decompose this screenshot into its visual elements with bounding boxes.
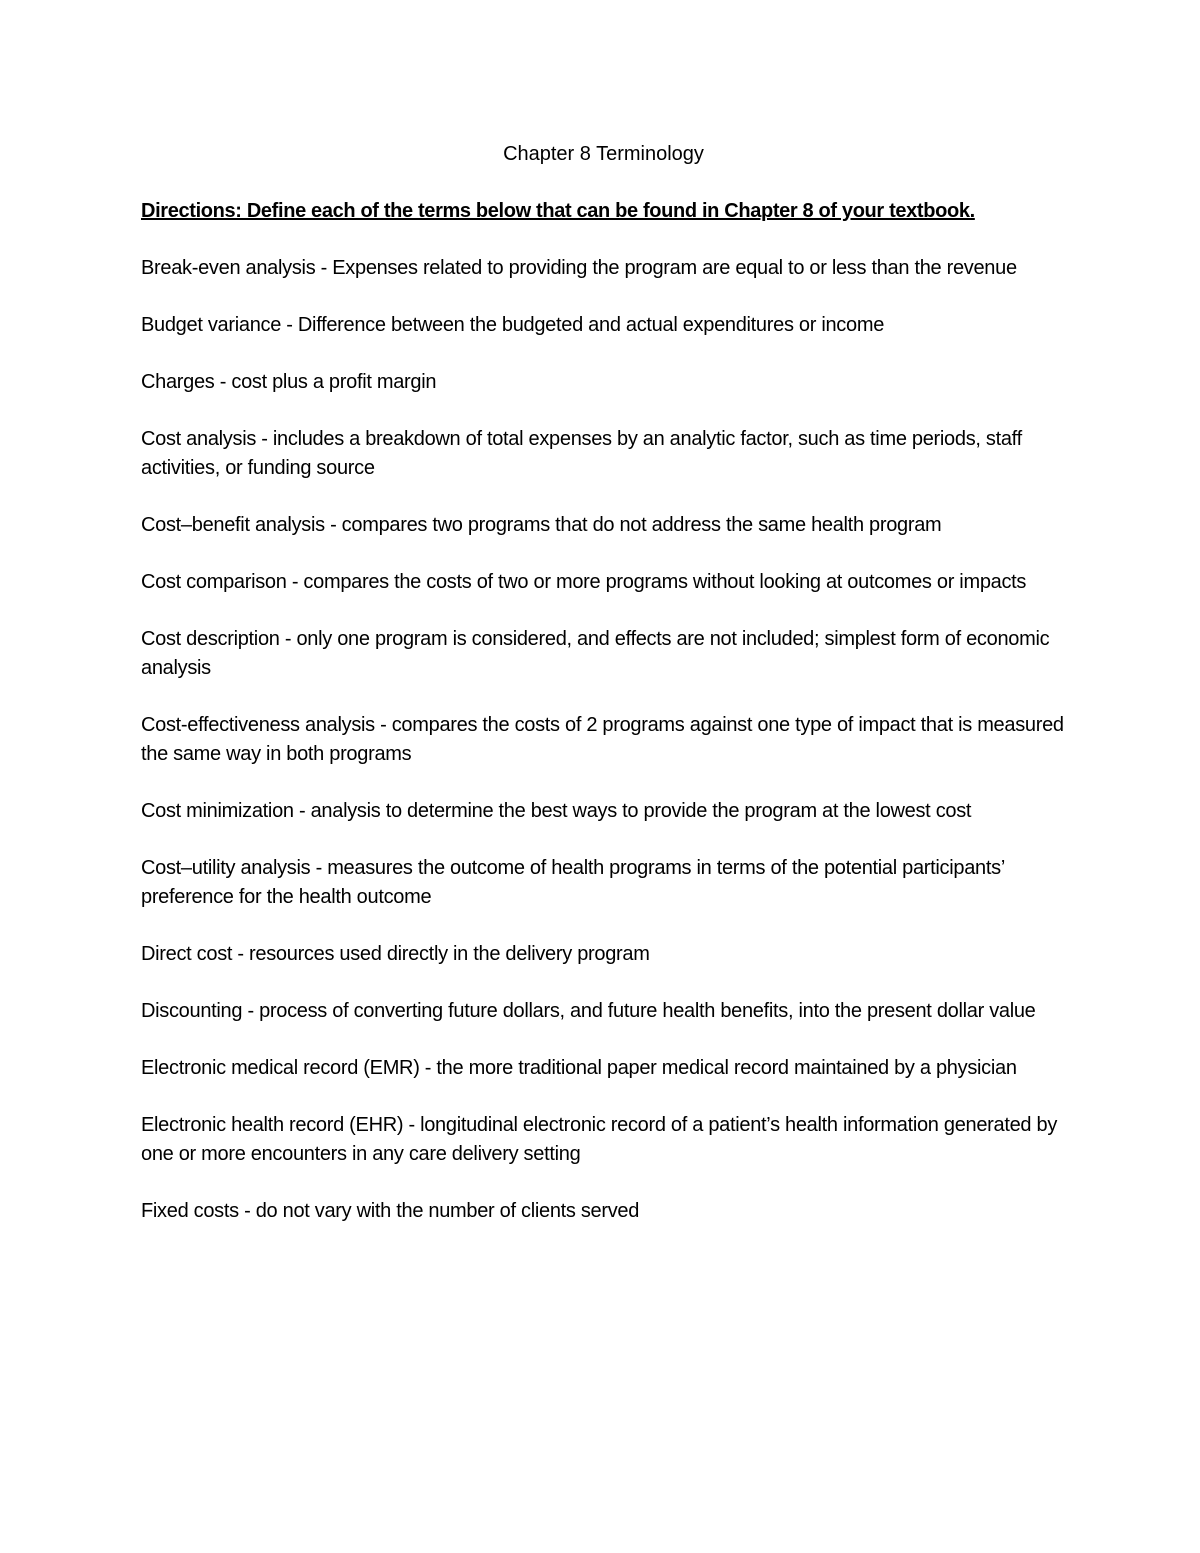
term-budget-variance: Budget variance - Difference between the budgeted and actual expenditures or income	[141, 314, 885, 336]
page-title: Chapter 8 Terminology	[503, 143, 704, 165]
term-fixed-costs: Fixed costs - do not vary with the number of clients served	[141, 1200, 640, 1222]
term-cost-comparison: Cost comparison - compares the costs of two or more programs without looking at outcomes or impacts	[141, 571, 1027, 593]
term-discounting: Discounting - process of converting future dollars, and future health benefits, into the present dollar value	[141, 1000, 1036, 1022]
term-charges: Charges - cost plus a profit margin	[141, 371, 437, 393]
document-body	[141, 140, 1066, 1254]
term-cost-effectiveness-analysis: Cost-effectiveness analysis - compares the costs of 2 programs against one type of impact that is measured the same way in both programs	[141, 714, 1064, 765]
term-electronic-medical-record: Electronic medical record (EMR) - the more traditional paper medical record maintained by a physician	[141, 1057, 1017, 1079]
term-list	[141, 254, 1066, 1226]
term-cost-analysis: Cost analysis - includes a breakdown of total expenses by an analytic factor, such as time periods, staff activities, or funding source	[141, 428, 1022, 479]
term-cost-benefit-analysis: Cost–benefit analysis - compares two programs that do not address the same health program	[141, 514, 942, 536]
directions-text: Directions: Define each of the terms below that can be found in Chapter 8 of your textbook.	[141, 200, 975, 222]
term-cost-description: Cost description - only one program is considered, and effects are not included; simplest form of economic analysis	[141, 628, 1050, 679]
term-cost-utility-analysis: Cost–utility analysis - measures the outcome of health programs in terms of the potential participants’ preference for the health outcome	[141, 857, 1005, 908]
term-break-even-analysis: Break-even analysis - Expenses related to providing the program are equal to or less than the revenue	[141, 257, 1017, 279]
term-electronic-health-record: Electronic health record (EHR) - longitudinal electronic record of a patient’s health information generated by one or more encounters in any care delivery setting	[141, 1114, 1058, 1165]
term-cost-minimization: Cost minimization - analysis to determine the best ways to provide the program at the lowest cost	[141, 800, 972, 822]
term-direct-cost: Direct cost - resources used directly in the delivery program	[141, 943, 650, 965]
